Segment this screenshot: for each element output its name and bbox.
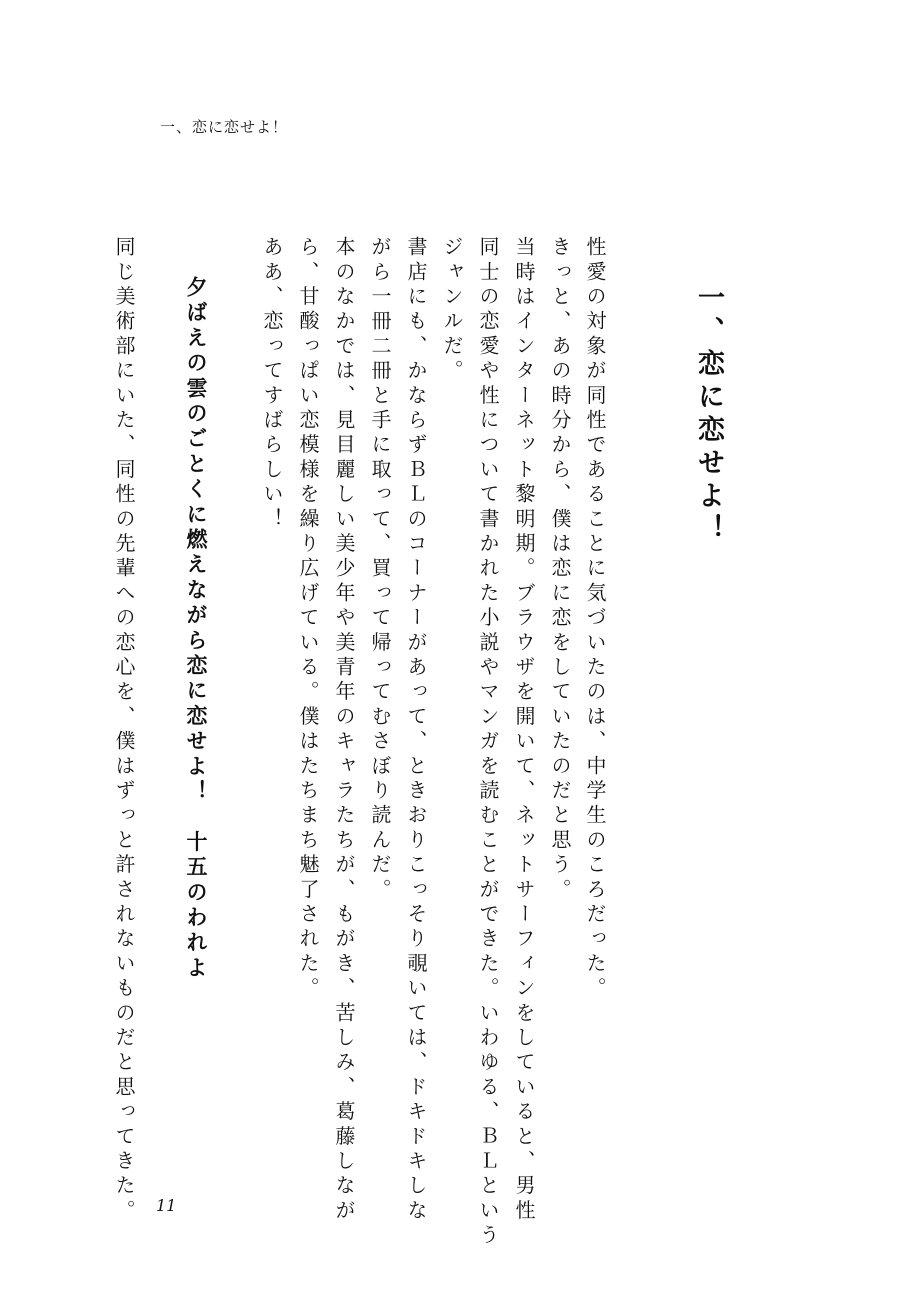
body-column: 本のなかでは、見目麗しい美少年や美青年のキャラたちが、もがき、苦しみ、葛藤しなが bbox=[332, 236, 356, 1224]
body-column: 当時はインターネット黎明期。ブラウザを開いて、ネットサーフィンをしていると、男性 bbox=[512, 236, 536, 1224]
body-column: きっと、あの時分から、僕は恋に恋をしていたのだと思う。 bbox=[548, 236, 572, 903]
body-column: 同士の恋愛や性について書かれた小説やマンガを読むことができた。いわゆる、ＢＬという bbox=[476, 236, 500, 1249]
poem-subheading: 夕ばえの雲のごとくに燃えながら恋に恋せよ！ 十五のわれよ bbox=[184, 276, 209, 982]
running-header: 一、恋に恋せよ！ bbox=[160, 118, 289, 136]
body-column: 書店にも、かならずＢＬのコーナーがあって、ときおりこっそり覗いては、ドキドキしな bbox=[404, 236, 428, 1224]
body-column: ジャンルだ。 bbox=[440, 236, 464, 385]
body-column: ああ、恋ってすばらしい！ bbox=[260, 236, 284, 533]
page-number: 11 bbox=[156, 1196, 177, 1215]
body-column: がら一冊二冊と手に取って、買って帰ってむさぼり読んだ。 bbox=[368, 236, 392, 903]
chapter-title: 一、恋に恋せよ！ bbox=[693, 283, 724, 547]
body-column: 性愛の対象が同性であることに気づいたのは、中学生のころだった。 bbox=[583, 236, 607, 1002]
body-column: ら、甘酸っぱい恋模様を繰り広げている。僕はたちまち魅了された。 bbox=[296, 236, 320, 1002]
body-column: 同じ美術部にいた、同性の先輩への恋心を、僕はずっと許されないものだと思ってきた。 bbox=[112, 236, 136, 1224]
